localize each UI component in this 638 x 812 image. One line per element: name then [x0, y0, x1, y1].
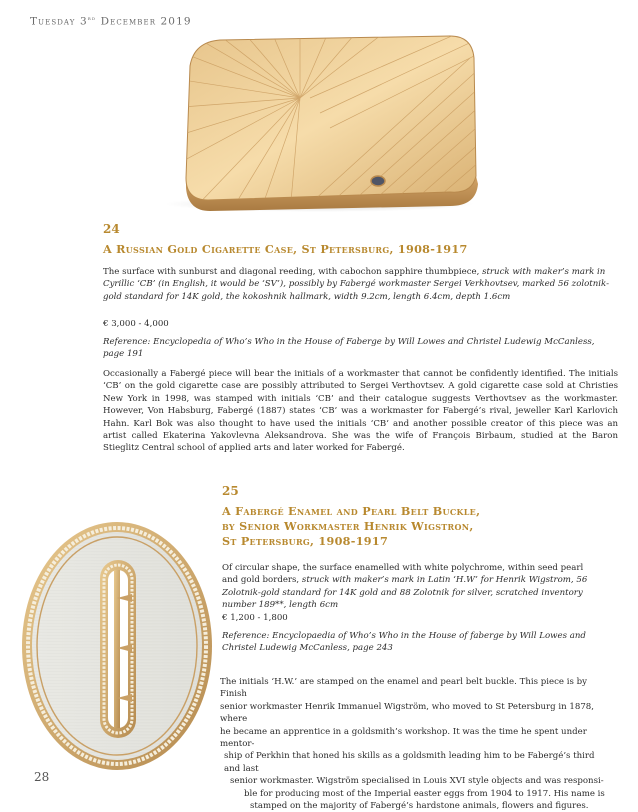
lot-25-title — [222, 504, 602, 549]
lot-25-title-line-1: A Fabergé Enamel and Pearl Belt Buckle, — [222, 504, 481, 518]
note-line: ble for producing most of the Imperial easter eggs from 1904 to 1917. His name is — [244, 788, 605, 799]
lot-25-description: Of circular shape, the surface enamelled with white polychrome, within seed pearl and gold borders, struck with maker’s mark in Latin ‘H.W’ for Henrik Wigstrom, 56 Zolotnik-gold standard for 14K gold and 88 Zolotnik for silver, scratched inventory number 189**, length 6cm — [222, 563, 588, 611]
page-number: 28 — [34, 770, 50, 784]
lot-25-note — [220, 676, 605, 812]
lot-24-note: Occasionally a Fabergé piece will bear the initials of a workmaster that cannot be confidently identified. The initials ‘CB’ on the gold cigarette case are possibly attributed to Sergei Verthovtsev. A gold cigarette case sold at Christies New York in 1998, was stamped with initials ‘CB’ and their catalogue suggests Verthovtsev as the workmaster. However, Von Habsburg, Fabergé (1887) states ‘CB’ was a workmaster for Fabergé’s rival, jeweller Karl Karlovich Hahn. Karl Bok was also thought to have used the initials ‘CB’ and another possible creator of this piece was an artist called Ekaterina Yakovlevna Aleksandrova. She was the wife of François Birbaum, studied at the Baron Stieglitz Central school of applied arts and later worked for Fabergé. — [103, 369, 618, 454]
lot-25-estimate: € 1,200 - 1,800 — [222, 613, 288, 623]
lot-25-title-line-3: St Petersburg, 1908-1917 — [222, 534, 389, 548]
note-line: senior workmaster Henrik Immanuel Wigström, who moved to St Petersburg in 1878, where — [220, 701, 595, 725]
note-line: senior workmaster. Wigström specialised in Louis XVI style objects and was responsi- — [230, 776, 604, 787]
cigarette-case-image — [150, 28, 485, 213]
sapphire-thumbpiece — [371, 176, 385, 186]
belt-buckle-illustration — [20, 520, 215, 772]
lot-24-estimate: € 3,000 - 4,000 — [103, 319, 169, 329]
lot-24-reference: Reference: Encyclopedia of Who’s Who in the House of Faberge by Will Lowes and Christel Ludewig McCanless, page 191 — [103, 337, 595, 359]
page-header: Tuesday 3rd December 2019 — [30, 15, 192, 28]
lot-24-description: The surface with sunburst and diagonal reeding, with cabochon sapphire thumbpiece, struck with maker’s mark in Cyrillic ‘CB’ (in English, it would be ‘SV’), possibly by Fabergé workmaster Sergei Verkhovtsev, marked 56 zolotnik-gold standard for 14K gold, the kokoshnik hallmark, width 9.2cm, length 6.4cm, depth 1.6cm — [103, 267, 609, 302]
note-line: stamped on the majority of Fabergé’s hardstone animals, flowers and figures. — [250, 801, 589, 812]
note-line: ship of Perkhin that honed his skills as a goldsmith leading him to be Fabergé’s third and last — [224, 751, 595, 774]
lot-25-reference: Reference: Encyclopaedia of Who’s Who in the House of faberge by Will Lowes and Christel Ludewig McCanless, page 243 — [222, 631, 586, 653]
lot-24-number: 24 — [103, 222, 120, 236]
lot-24-title: A Russian Gold Cigarette Case, St Petersburg, 1908-1917 — [103, 242, 468, 256]
cigarette-case-illustration — [150, 28, 485, 213]
note-line: The initials ‘H.W.’ are stamped on the enamel and pearl belt buckle. This piece is by Finish — [220, 677, 587, 700]
lot-25-title-line-2: by Senior Workmaster Henrik Wigstron, — [222, 519, 474, 533]
belt-buckle-image — [20, 520, 215, 772]
note-line: he became an apprentice in a goldsmith’s workshop. It was the time he spent under mentor- — [220, 726, 587, 750]
lot-25-number: 25 — [222, 484, 239, 498]
